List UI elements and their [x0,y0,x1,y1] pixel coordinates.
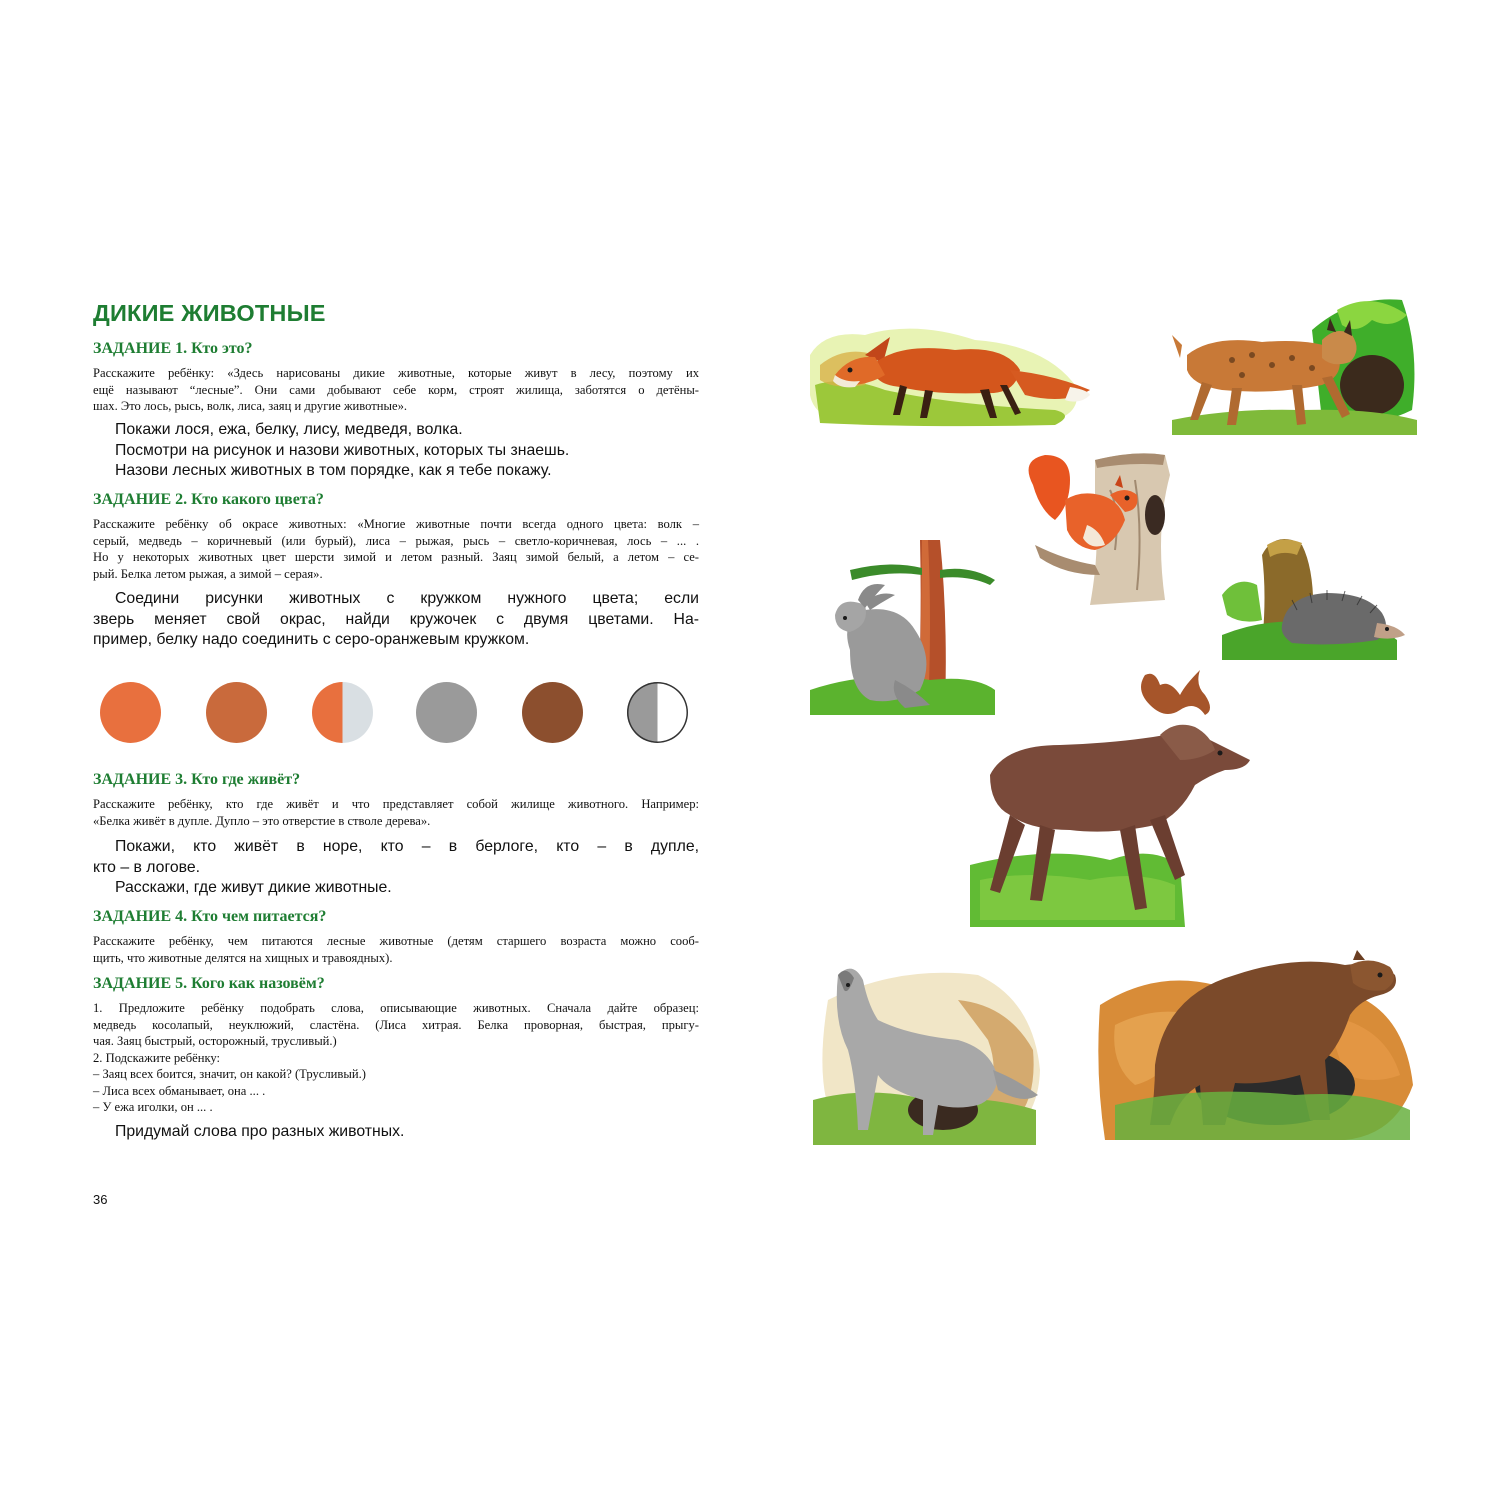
note-line: – У ежа иголки, он ... . [93,1100,213,1114]
instruction-line: Назови лесных животных в том порядке, как я тебе покажу. [115,462,552,479]
note-line: 1. Предложите ребёнку подобрать слова, описывающие животных. Сначала дайте образец: [93,1001,699,1015]
color-circle-brown[interactable] [522,682,583,743]
note-line: 2. Подскажите ребёнку: [93,1050,221,1065]
bear-illustration[interactable] [1095,935,1415,1145]
task1-instructions [93,420,699,482]
instruction-line: Расскажи, где живут дикие животные. [115,879,392,896]
instruction-line: Покажи лося, ежа, белку, лису, медведя, волка. [115,421,463,438]
color-circle-orange-grey[interactable] [312,682,373,743]
squirrel-illustration[interactable] [1025,450,1175,605]
task1-note [93,365,699,415]
task2-note [93,516,699,582]
hare-illustration[interactable] [810,540,995,715]
note-line: чая. Заяц быстрый, осторожный, трусливый.) [93,1034,337,1048]
task3-heading: ЗАДАНИЕ 3. Кто где живёт? [93,771,301,788]
instruction-line: зверь меняет свой окрас, найди кружочек с двумя цветами. На- [93,610,699,628]
note-line: серый, медведь – коричневый (или бурый), лиса – рыжая, рысь – светло-коричневая, лось – ... . [93,533,699,548]
page-title: ДИКИЕ ЖИВОТНЫЕ [93,300,326,326]
moose-illustration[interactable] [970,665,1252,927]
task5-note [93,1000,699,1116]
wolf-illustration[interactable] [808,960,1043,1145]
fox-illustration[interactable] [805,315,1090,430]
task1-heading: ЗАДАНИЕ 1. Кто это? [93,340,253,357]
hedgehog-illustration[interactable] [1222,535,1407,660]
note-line: шах. Это лось, рысь, волк, лиса, заяц и другие животные». [93,399,408,413]
instruction-line: кто – в логове. [93,858,201,876]
instruction-line: Покажи, кто живёт в норе, кто – в берлоге, кто – в дупле, [115,838,699,855]
task3-note [93,796,699,829]
note-line: Но у некоторых животных цвет шерсти зимой и летом разный. Заяц зимой белый, а летом – се- [93,550,699,564]
note-line: щить, что животные делятся на хищных и травоядных). [93,950,393,965]
instruction-line: пример, белку надо соединить с серо-оранжевым кружком. [93,631,530,648]
page-number: 36 [93,1192,108,1207]
task4-heading: ЗАДАНИЕ 4. Кто чем питается? [93,908,327,925]
note-line: ещё называют “лесные”. Они сами добывают себе корм, строят жилища, заботятся о детёны- [93,382,699,397]
task5-heading: ЗАДАНИЕ 5. Кого как назовём? [93,975,325,992]
color-circle-grey-white[interactable] [627,682,688,743]
note-line: – Заяц всех боится, значит, он какой? (Трусливый.) [93,1067,366,1081]
color-circles [100,682,690,744]
note-line: «Белка живёт в дупле. Дупло – это отверстие в стволе дерева». [93,813,431,828]
instruction-line: Придумай слова про разных животных. [115,1123,405,1140]
note-line: медведь косолапый, неуклюжий, сластёна. (Лиса хитрая. Белка проворная, быстрая, прыгу- [93,1017,699,1032]
color-circle-orange[interactable] [100,682,161,743]
note-line: – Лиса всех обманывает, она ... . [93,1083,266,1098]
note-line: Расскажите ребёнку: «Здесь нарисованы дикие животные, которые живут в лесу, поэтому их [93,366,699,380]
note-line: Расскажите ребёнку, чем питаются лесные животные (детям старшего возраста можно сооб- [93,934,699,948]
task2-heading: ЗАДАНИЕ 2. Кто какого цвета? [93,491,324,508]
task4-note [93,933,699,966]
lynx-illustration[interactable] [1172,290,1420,435]
note-line: рый. Белка летом рыжая, а зимой – серая». [93,566,323,581]
note-line: Расскажите ребёнку, кто где живёт и что представляет собой жилище животного. Например: [93,797,699,811]
note-line: Расскажите ребёнку об окрасе животных: «Многие животные почти всегда одного цвета: волк – [93,517,699,531]
task2-instructions [93,589,699,651]
color-circle-light-brown[interactable] [206,682,267,743]
color-circle-grey[interactable] [416,682,477,743]
instruction-line: Соедини рисунки животных с кружком нужного цвета; если [115,590,699,607]
task5-instructions [93,1122,699,1143]
task3-instructions [93,837,699,899]
instruction-line: Посмотри на рисунок и назови животных, которых ты знаешь. [115,441,570,459]
